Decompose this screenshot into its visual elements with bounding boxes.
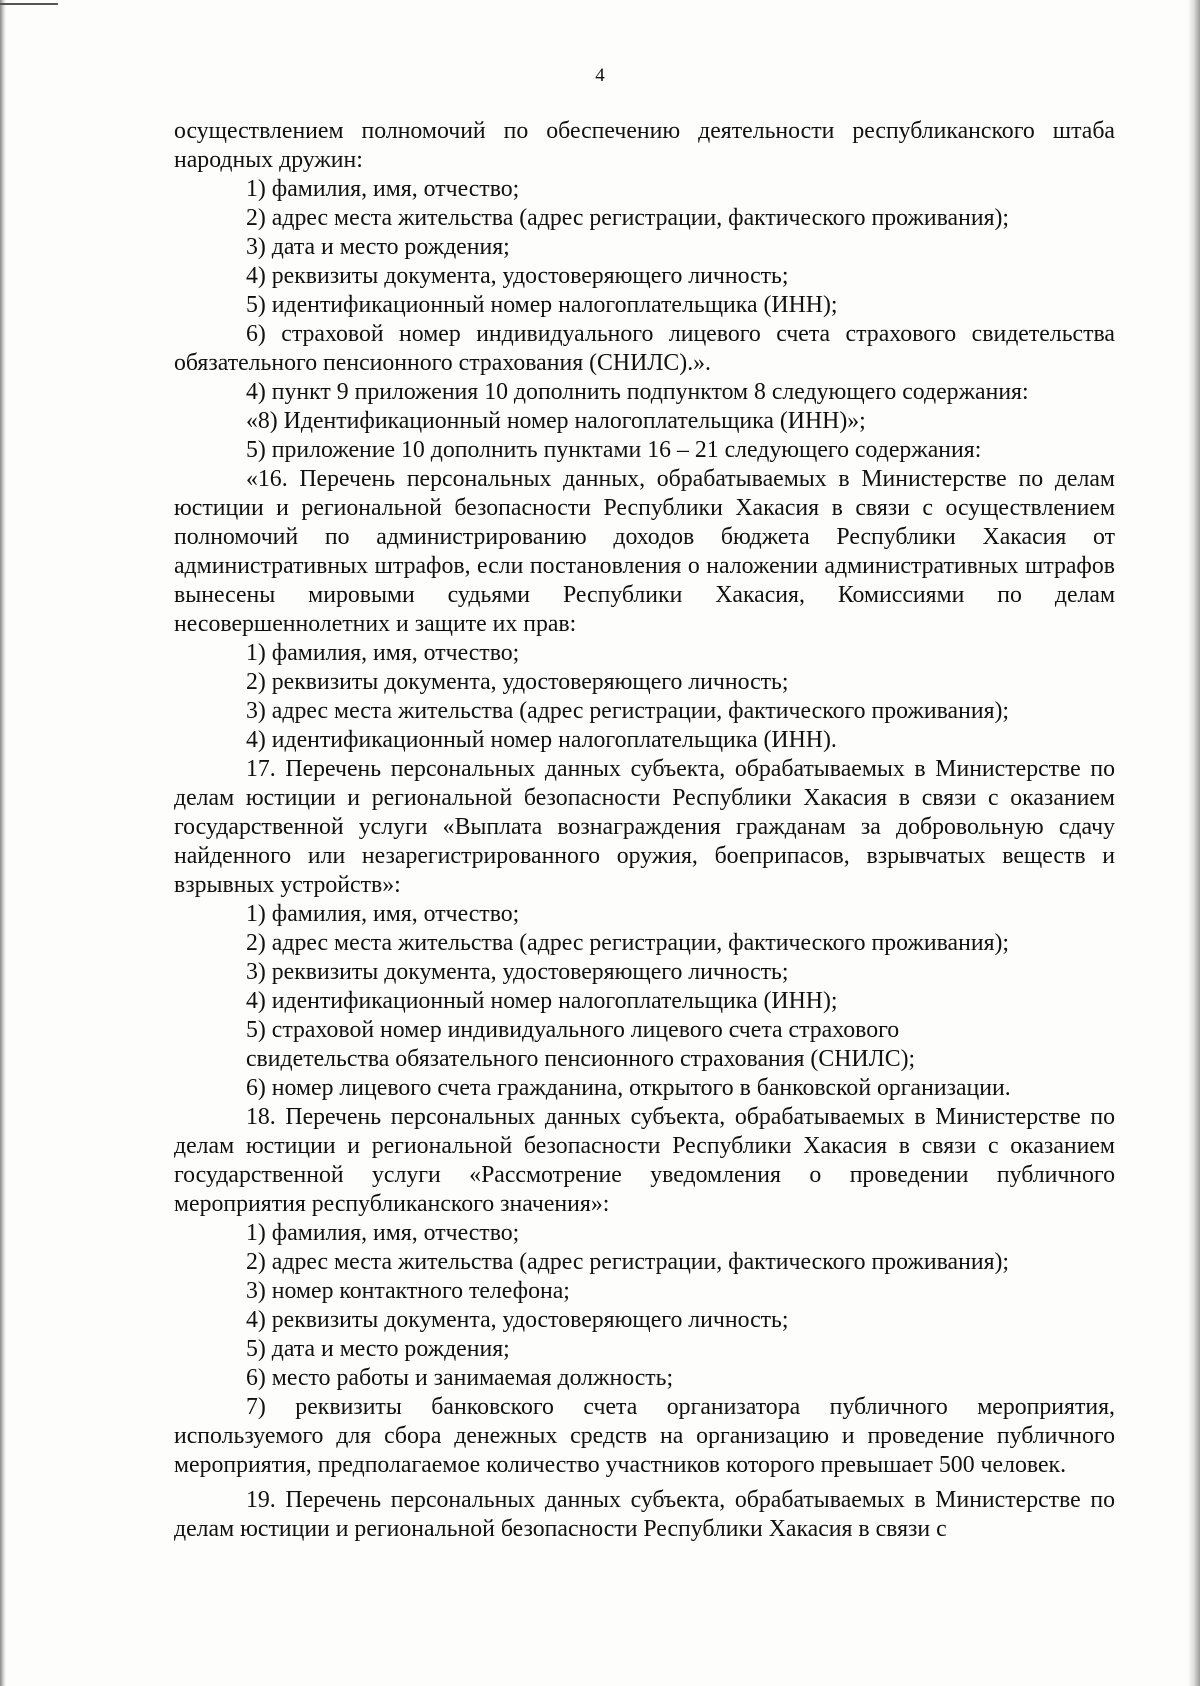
list-item: 6) номер лицевого счета гражданина, открытого в банковской организации. [246, 1075, 1011, 1101]
section-heading-17: 17. Перечень персональных данных субъекта, обрабатываемых в Министерстве по делам юстиции и региональной безопасности Республики Хакасия в связи с оказанием государственной услуги «Выплата вознаграждения гражданам за добровольную сдачу найденного или незарегистрированного оружия, боеприпасов, взрывчатых веществ и взрывных устройств»: [174, 756, 1115, 898]
list-item: 3) номер контактного телефона; [246, 1278, 570, 1304]
list-item: 6) место работы и занимаемая должность; [246, 1365, 674, 1391]
list-item: 7) реквизиты банковского счета организатора публичного мероприятия, используемого для сбора денежных средств на организацию и проведение публичного мероприятия, предполагаемое количество участников которого превышает 500 человек. [174, 1394, 1115, 1478]
section-heading-18: 18. Перечень персональных данных субъекта, обрабатываемых в Министерстве по делам юстиции и региональной безопасности Республики Хакасия в связи с оказанием государственной услуги «Рассмотрение уведомления о проведении публичного мероприятия республиканского значения»: [174, 1104, 1115, 1217]
list-item: 3) дата и место рождения; [246, 234, 510, 260]
list-item: 5) дата и место рождения; [246, 1336, 510, 1362]
page-number: 4 [595, 65, 605, 86]
section-heading-19: 19. Перечень персональных данных субъекта, обрабатываемых в Министерстве по делам юстиции и региональной безопасности Республики Хакасия в связи с [174, 1487, 1115, 1542]
list-item: 4) идентификационный номер налогоплательщика (ИНН). [246, 727, 837, 753]
list-item: 5) страховой номер индивидуального лицевого счета страхового [246, 1017, 900, 1043]
list-item: 3) адрес места жительства (адрес регистрации, фактического проживания); [246, 698, 1010, 724]
list-item: 1) фамилия, имя, отчество; [246, 901, 520, 927]
document-body [174, 117, 1115, 1544]
scan-edge-right [1188, 0, 1200, 1686]
amendment-item: 5) приложение 10 дополнить пунктами 16 – 21 следующего содержания: [246, 437, 982, 463]
section-heading-16: «16. Перечень персональных данных, обрабатываемых в Министерстве по делам юстиции и региональной безопасности Республики Хакасия в связи с осуществлением полномочий по администрированию доходов бюджета Республики Хакасия от административных штрафов, если постановления о наложении административных штрафов вынесены мировыми судьями Республики Хакасия, Комиссиями по делам несовершеннолетних и защите их прав: [174, 466, 1115, 637]
list-item: 6) страховой номер индивидуального лицевого счета страхового свидетельства обязательного пенсионного страхования (СНИЛС).». [174, 321, 1115, 376]
scan-artifact-line [0, 3, 58, 5]
list-item: 2) адрес места жительства (адрес регистрации, фактического проживания); [246, 1249, 1010, 1275]
paragraph: осуществлением полномочий по обеспечению деятельности республиканского штаба народных дружин: [174, 118, 1115, 173]
list-item: 3) реквизиты документа, удостоверяющего личность; [246, 959, 789, 985]
list-item: 5) идентификационный номер налогоплательщика (ИНН); [246, 292, 838, 318]
list-item: 4) реквизиты документа, удостоверяющего личность; [246, 263, 789, 289]
list-item: 4) реквизиты документа, удостоверяющего личность; [246, 1307, 789, 1333]
list-item: 1) фамилия, имя, отчество; [246, 176, 520, 202]
list-item: 2) адрес места жительства (адрес регистрации, фактического проживания); [246, 205, 1010, 231]
list-item: 2) адрес места жительства (адрес регистрации, фактического проживания); [246, 930, 1010, 956]
list-item: 2) реквизиты документа, удостоверяющего личность; [246, 669, 789, 695]
amendment-item: «8) Идентификационный номер налогоплательщика (ИНН)»; [246, 408, 866, 434]
amendment-item: 4) пункт 9 приложения 10 дополнить подпунктом 8 следующего содержания: [246, 379, 1029, 405]
list-item: 1) фамилия, имя, отчество; [246, 640, 520, 666]
list-item: 4) идентификационный номер налогоплательщика (ИНН); [246, 988, 838, 1014]
scan-edge-left [0, 0, 6, 1686]
list-item: 1) фамилия, имя, отчество; [246, 1220, 520, 1246]
list-item-continuation: свидетельства обязательного пенсионного страхования (СНИЛС); [246, 1046, 916, 1072]
